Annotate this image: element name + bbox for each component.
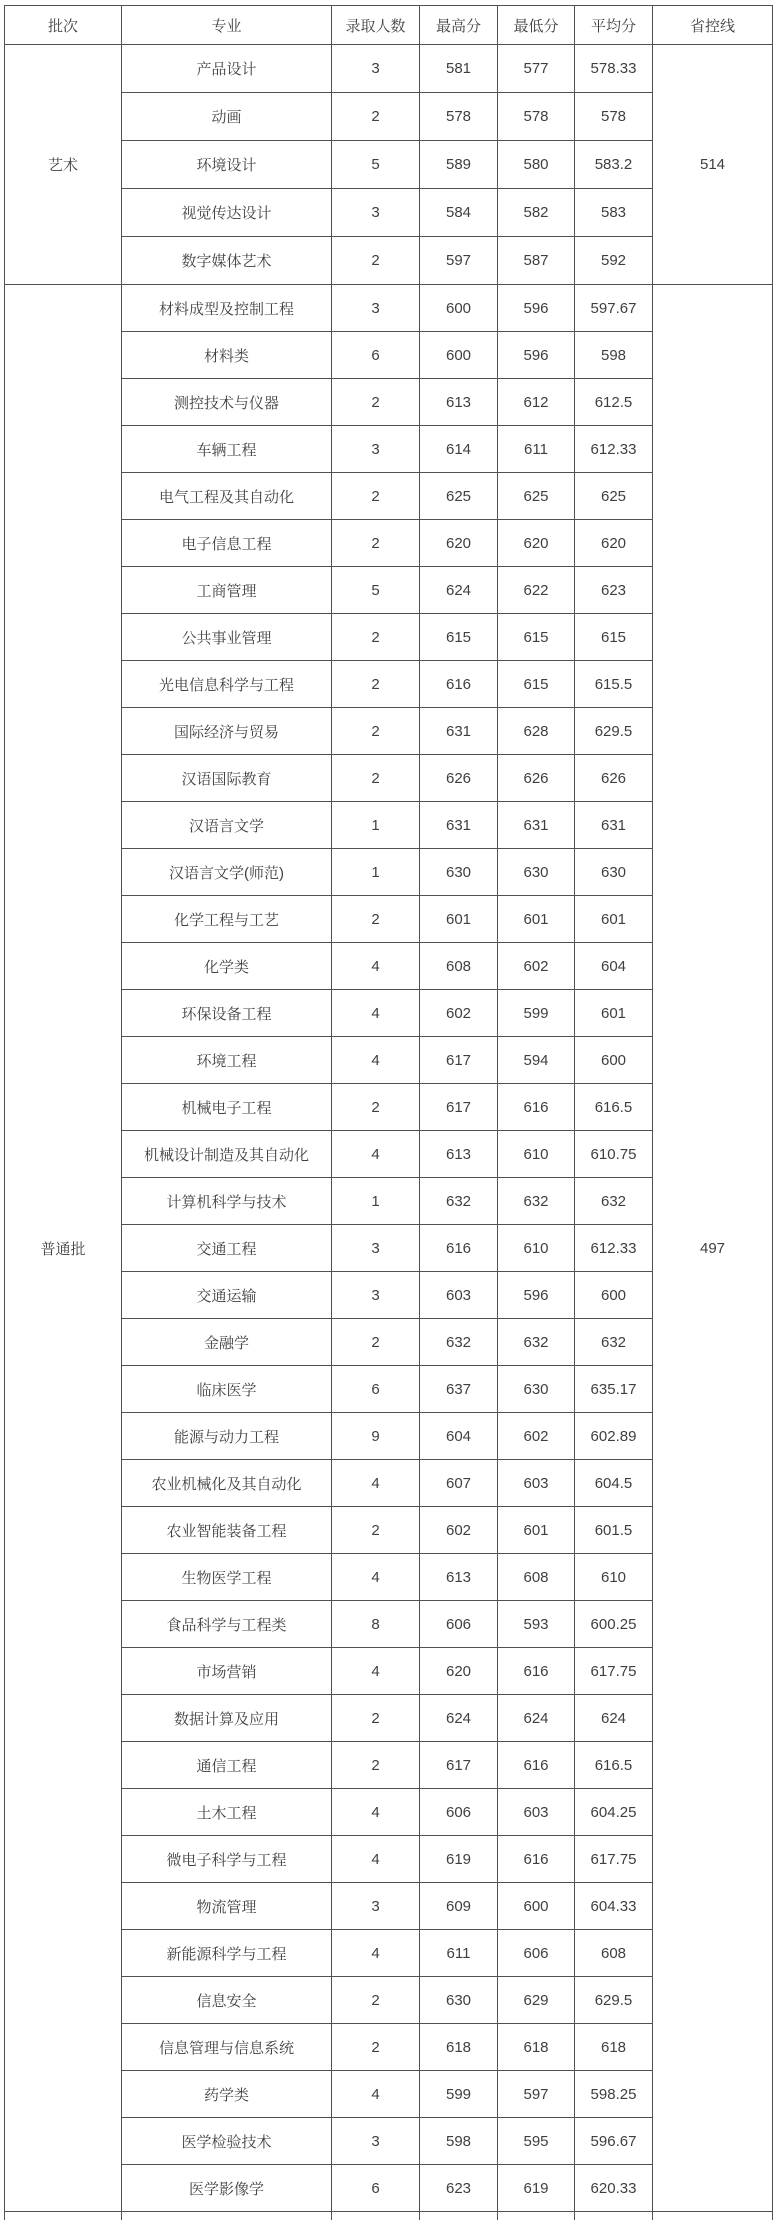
- avg-score-cell: 620: [575, 520, 653, 567]
- min-score-cell: 616: [498, 1084, 575, 1131]
- avg-score-cell: 604.25: [575, 1789, 653, 1836]
- table-body: [5, 45, 773, 2220]
- max-score-cell: 614: [420, 426, 498, 473]
- max-score-cell: 616: [420, 1225, 498, 1272]
- major-cell: 市场营销: [122, 1648, 332, 1695]
- major-cell: 交通工程: [122, 1225, 332, 1272]
- min-score-cell: 603: [498, 1460, 575, 1507]
- min-score-cell: 615: [498, 614, 575, 661]
- min-score-cell: 582: [498, 189, 575, 237]
- count-cell: 4: [332, 1789, 420, 1836]
- count-cell: 3: [332, 189, 420, 237]
- max-score-cell: 607: [420, 1460, 498, 1507]
- col-header-avg-score: 平均分: [575, 6, 653, 45]
- count-cell: 5: [332, 567, 420, 614]
- max-score-cell: 600: [420, 285, 498, 332]
- major-cell: 环境设计: [122, 141, 332, 189]
- major-cell: 机械设计制造及其自动化: [122, 1131, 332, 1178]
- max-score-cell: 630: [420, 849, 498, 896]
- max-score-cell: 626: [420, 755, 498, 802]
- major-cell: 农业机械化及其自动化: [122, 1460, 332, 1507]
- col-header-control-line: 省控线: [653, 6, 773, 45]
- major-cell: 汉语国际教育: [122, 755, 332, 802]
- avg-score-cell: 608: [575, 1930, 653, 1977]
- empty-cell: [122, 2212, 332, 2220]
- min-score-cell: 601: [498, 896, 575, 943]
- max-score-cell: 618: [420, 2024, 498, 2071]
- avg-score-cell: 632: [575, 1178, 653, 1225]
- min-score-cell: 600: [498, 1883, 575, 1930]
- avg-score-cell: 626: [575, 755, 653, 802]
- max-score-cell: 625: [420, 473, 498, 520]
- max-score-cell: 619: [420, 1836, 498, 1883]
- count-cell: 2: [332, 2024, 420, 2071]
- max-score-cell: 617: [420, 1084, 498, 1131]
- major-cell: 农业智能装备工程: [122, 1507, 332, 1554]
- major-cell: 环保设备工程: [122, 990, 332, 1037]
- col-header-admitted-count: 录取人数: [332, 6, 420, 45]
- count-cell: 8: [332, 1601, 420, 1648]
- avg-score-cell: 617.75: [575, 1836, 653, 1883]
- max-score-cell: 611: [420, 1930, 498, 1977]
- count-cell: 3: [332, 45, 420, 93]
- min-score-cell: 612: [498, 379, 575, 426]
- min-score-cell: 580: [498, 141, 575, 189]
- empty-cell: [575, 2212, 653, 2220]
- major-cell: 材料成型及控制工程: [122, 285, 332, 332]
- count-cell: 2: [332, 755, 420, 802]
- min-score-cell: 595: [498, 2118, 575, 2165]
- count-cell: 2: [332, 237, 420, 285]
- max-score-cell: 631: [420, 708, 498, 755]
- count-cell: 3: [332, 285, 420, 332]
- major-cell: 材料类: [122, 332, 332, 379]
- max-score-cell: 601: [420, 896, 498, 943]
- min-score-cell: 616: [498, 1836, 575, 1883]
- count-cell: 2: [332, 473, 420, 520]
- count-cell: 2: [332, 1742, 420, 1789]
- min-score-cell: 624: [498, 1695, 575, 1742]
- max-score-cell: 620: [420, 520, 498, 567]
- major-cell: 光电信息科学与工程: [122, 661, 332, 708]
- count-cell: 4: [332, 2071, 420, 2118]
- avg-score-cell: 596.67: [575, 2118, 653, 2165]
- major-cell: 食品科学与工程类: [122, 1601, 332, 1648]
- max-score-cell: 613: [420, 1554, 498, 1601]
- major-cell: 生物医学工程: [122, 1554, 332, 1601]
- max-score-cell: 584: [420, 189, 498, 237]
- avg-score-cell: 600: [575, 1037, 653, 1084]
- min-score-cell: 610: [498, 1225, 575, 1272]
- min-score-cell: 618: [498, 2024, 575, 2071]
- count-cell: 2: [332, 1977, 420, 2024]
- count-cell: 6: [332, 1366, 420, 1413]
- avg-score-cell: 629.5: [575, 708, 653, 755]
- min-score-cell: 602: [498, 1413, 575, 1460]
- avg-score-cell: 578: [575, 93, 653, 141]
- avg-score-cell: 604.5: [575, 1460, 653, 1507]
- min-score-cell: 630: [498, 1366, 575, 1413]
- avg-score-cell: 630: [575, 849, 653, 896]
- major-cell: 医学影像学: [122, 2165, 332, 2212]
- batch-cell: 普通批: [5, 285, 122, 2212]
- avg-score-cell: 625: [575, 473, 653, 520]
- min-score-cell: 587: [498, 237, 575, 285]
- avg-score-cell: 632: [575, 1319, 653, 1366]
- min-score-cell: 606: [498, 1930, 575, 1977]
- min-score-cell: 577: [498, 45, 575, 93]
- table-row: [5, 45, 773, 93]
- empty-cell: [498, 2212, 575, 2220]
- count-cell: 5: [332, 141, 420, 189]
- count-cell: 6: [332, 332, 420, 379]
- count-cell: 4: [332, 990, 420, 1037]
- major-cell: 金融学: [122, 1319, 332, 1366]
- major-cell: 数字媒体艺术: [122, 237, 332, 285]
- major-cell: 微电子科学与工程: [122, 1836, 332, 1883]
- major-cell: 交通运输: [122, 1272, 332, 1319]
- max-score-cell: 616: [420, 661, 498, 708]
- max-score-cell: 603: [420, 1272, 498, 1319]
- max-score-cell: 602: [420, 990, 498, 1037]
- empty-cell: [332, 2212, 420, 2220]
- avg-score-cell: 623: [575, 567, 653, 614]
- avg-score-cell: 583.2: [575, 141, 653, 189]
- major-cell: 车辆工程: [122, 426, 332, 473]
- count-cell: 1: [332, 1178, 420, 1225]
- count-cell: 3: [332, 2118, 420, 2165]
- avg-score-cell: 604: [575, 943, 653, 990]
- count-cell: 2: [332, 379, 420, 426]
- major-cell: 化学工程与工艺: [122, 896, 332, 943]
- major-cell: 信息管理与信息系统: [122, 2024, 332, 2071]
- major-cell: 数据计算及应用: [122, 1695, 332, 1742]
- major-cell: 药学类: [122, 2071, 332, 2118]
- min-score-cell: 611: [498, 426, 575, 473]
- col-header-min-score: 最低分: [498, 6, 575, 45]
- min-score-cell: 594: [498, 1037, 575, 1084]
- major-cell: 视觉传达设计: [122, 189, 332, 237]
- table-header-row: [5, 6, 773, 45]
- count-cell: 3: [332, 1272, 420, 1319]
- min-score-cell: 619: [498, 2165, 575, 2212]
- avg-score-cell: 592: [575, 237, 653, 285]
- count-cell: 4: [332, 1131, 420, 1178]
- count-cell: 4: [332, 1930, 420, 1977]
- avg-score-cell: 635.17: [575, 1366, 653, 1413]
- max-score-cell: 606: [420, 1789, 498, 1836]
- max-score-cell: 617: [420, 1037, 498, 1084]
- max-score-cell: 581: [420, 45, 498, 93]
- max-score-cell: 632: [420, 1319, 498, 1366]
- major-cell: 电子信息工程: [122, 520, 332, 567]
- avg-score-cell: 600: [575, 1272, 653, 1319]
- col-header-max-score: 最高分: [420, 6, 498, 45]
- empty-cell: [5, 2212, 122, 2220]
- min-score-cell: 597: [498, 2071, 575, 2118]
- max-score-cell: 632: [420, 1178, 498, 1225]
- avg-score-cell: 578.33: [575, 45, 653, 93]
- empty-cell: [420, 2212, 498, 2220]
- max-score-cell: 608: [420, 943, 498, 990]
- min-score-cell: 628: [498, 708, 575, 755]
- major-cell: 化学类: [122, 943, 332, 990]
- col-header-major: 专业: [122, 6, 332, 45]
- count-cell: 4: [332, 1648, 420, 1695]
- major-cell: 汉语言文学: [122, 802, 332, 849]
- table-row: [5, 285, 773, 332]
- max-score-cell: 631: [420, 802, 498, 849]
- min-score-cell: 616: [498, 1648, 575, 1695]
- empty-cell: [653, 2212, 773, 2220]
- avg-score-cell: 600.25: [575, 1601, 653, 1648]
- count-cell: 2: [332, 520, 420, 567]
- count-cell: 1: [332, 802, 420, 849]
- count-cell: 2: [332, 1319, 420, 1366]
- max-score-cell: 613: [420, 1131, 498, 1178]
- min-score-cell: 632: [498, 1178, 575, 1225]
- max-score-cell: 620: [420, 1648, 498, 1695]
- count-cell: 2: [332, 1695, 420, 1742]
- major-cell: 产品设计: [122, 45, 332, 93]
- major-cell: 通信工程: [122, 1742, 332, 1789]
- count-cell: 3: [332, 426, 420, 473]
- avg-score-cell: 618: [575, 2024, 653, 2071]
- avg-score-cell: 629.5: [575, 1977, 653, 2024]
- avg-score-cell: 583: [575, 189, 653, 237]
- min-score-cell: 593: [498, 1601, 575, 1648]
- max-score-cell: 630: [420, 1977, 498, 2024]
- count-cell: 4: [332, 1037, 420, 1084]
- avg-score-cell: 601: [575, 990, 653, 1037]
- major-cell: 国际经济与贸易: [122, 708, 332, 755]
- avg-score-cell: 604.33: [575, 1883, 653, 1930]
- major-cell: 机械电子工程: [122, 1084, 332, 1131]
- max-score-cell: 624: [420, 1695, 498, 1742]
- control-line-cell: 497: [653, 285, 773, 2212]
- major-cell: 测控技术与仪器: [122, 379, 332, 426]
- avg-score-cell: 615: [575, 614, 653, 661]
- major-cell: 电气工程及其自动化: [122, 473, 332, 520]
- avg-score-cell: 602.89: [575, 1413, 653, 1460]
- max-score-cell: 604: [420, 1413, 498, 1460]
- major-cell: 新能源科学与工程: [122, 1930, 332, 1977]
- min-score-cell: 596: [498, 332, 575, 379]
- count-cell: 4: [332, 1836, 420, 1883]
- min-score-cell: 578: [498, 93, 575, 141]
- avg-score-cell: 612.33: [575, 1225, 653, 1272]
- count-cell: 1: [332, 849, 420, 896]
- admission-score-table: [4, 5, 773, 2220]
- avg-score-cell: 624: [575, 1695, 653, 1742]
- avg-score-cell: 598: [575, 332, 653, 379]
- major-cell: 汉语言文学(师范): [122, 849, 332, 896]
- major-cell: 能源与动力工程: [122, 1413, 332, 1460]
- min-score-cell: 632: [498, 1319, 575, 1366]
- control-line-cell: 514: [653, 45, 773, 285]
- max-score-cell: 578: [420, 93, 498, 141]
- min-score-cell: 626: [498, 755, 575, 802]
- avg-score-cell: 616.5: [575, 1084, 653, 1131]
- count-cell: 2: [332, 896, 420, 943]
- min-score-cell: 602: [498, 943, 575, 990]
- avg-score-cell: 601: [575, 896, 653, 943]
- max-score-cell: 598: [420, 2118, 498, 2165]
- min-score-cell: 622: [498, 567, 575, 614]
- major-cell: 医学检验技术: [122, 2118, 332, 2165]
- min-score-cell: 608: [498, 1554, 575, 1601]
- avg-score-cell: 620.33: [575, 2165, 653, 2212]
- max-score-cell: 589: [420, 141, 498, 189]
- max-score-cell: 600: [420, 332, 498, 379]
- count-cell: 4: [332, 943, 420, 990]
- major-cell: 物流管理: [122, 1883, 332, 1930]
- count-cell: 2: [332, 1084, 420, 1131]
- max-score-cell: 599: [420, 2071, 498, 2118]
- max-score-cell: 623: [420, 2165, 498, 2212]
- batch-cell: 艺术: [5, 45, 122, 285]
- count-cell: 4: [332, 1554, 420, 1601]
- min-score-cell: 616: [498, 1742, 575, 1789]
- min-score-cell: 615: [498, 661, 575, 708]
- min-score-cell: 620: [498, 520, 575, 567]
- min-score-cell: 629: [498, 1977, 575, 2024]
- count-cell: 6: [332, 2165, 420, 2212]
- max-score-cell: 617: [420, 1742, 498, 1789]
- max-score-cell: 624: [420, 567, 498, 614]
- max-score-cell: 609: [420, 1883, 498, 1930]
- min-score-cell: 625: [498, 473, 575, 520]
- col-header-batch: 批次: [5, 6, 122, 45]
- count-cell: 3: [332, 1225, 420, 1272]
- avg-score-cell: 616.5: [575, 1742, 653, 1789]
- table-row-clipped: [5, 2212, 773, 2220]
- max-score-cell: 613: [420, 379, 498, 426]
- max-score-cell: 637: [420, 1366, 498, 1413]
- avg-score-cell: 610.75: [575, 1131, 653, 1178]
- major-cell: 计算机科学与技术: [122, 1178, 332, 1225]
- count-cell: 9: [332, 1413, 420, 1460]
- min-score-cell: 596: [498, 285, 575, 332]
- avg-score-cell: 631: [575, 802, 653, 849]
- major-cell: 信息安全: [122, 1977, 332, 2024]
- major-cell: 动画: [122, 93, 332, 141]
- count-cell: 2: [332, 93, 420, 141]
- major-cell: 临床医学: [122, 1366, 332, 1413]
- avg-score-cell: 598.25: [575, 2071, 653, 2118]
- count-cell: 4: [332, 1460, 420, 1507]
- avg-score-cell: 615.5: [575, 661, 653, 708]
- avg-score-cell: 617.75: [575, 1648, 653, 1695]
- major-cell: 环境工程: [122, 1037, 332, 1084]
- count-cell: 3: [332, 1883, 420, 1930]
- avg-score-cell: 610: [575, 1554, 653, 1601]
- max-score-cell: 597: [420, 237, 498, 285]
- count-cell: 2: [332, 661, 420, 708]
- avg-score-cell: 612.33: [575, 426, 653, 473]
- min-score-cell: 603: [498, 1789, 575, 1836]
- min-score-cell: 596: [498, 1272, 575, 1319]
- major-cell: 土木工程: [122, 1789, 332, 1836]
- min-score-cell: 599: [498, 990, 575, 1037]
- major-cell: 公共事业管理: [122, 614, 332, 661]
- max-score-cell: 602: [420, 1507, 498, 1554]
- min-score-cell: 601: [498, 1507, 575, 1554]
- count-cell: 2: [332, 1507, 420, 1554]
- count-cell: 2: [332, 614, 420, 661]
- min-score-cell: 610: [498, 1131, 575, 1178]
- major-cell: 工商管理: [122, 567, 332, 614]
- min-score-cell: 631: [498, 802, 575, 849]
- avg-score-cell: 601.5: [575, 1507, 653, 1554]
- avg-score-cell: 597.67: [575, 285, 653, 332]
- max-score-cell: 615: [420, 614, 498, 661]
- count-cell: 2: [332, 708, 420, 755]
- min-score-cell: 630: [498, 849, 575, 896]
- max-score-cell: 606: [420, 1601, 498, 1648]
- avg-score-cell: 612.5: [575, 379, 653, 426]
